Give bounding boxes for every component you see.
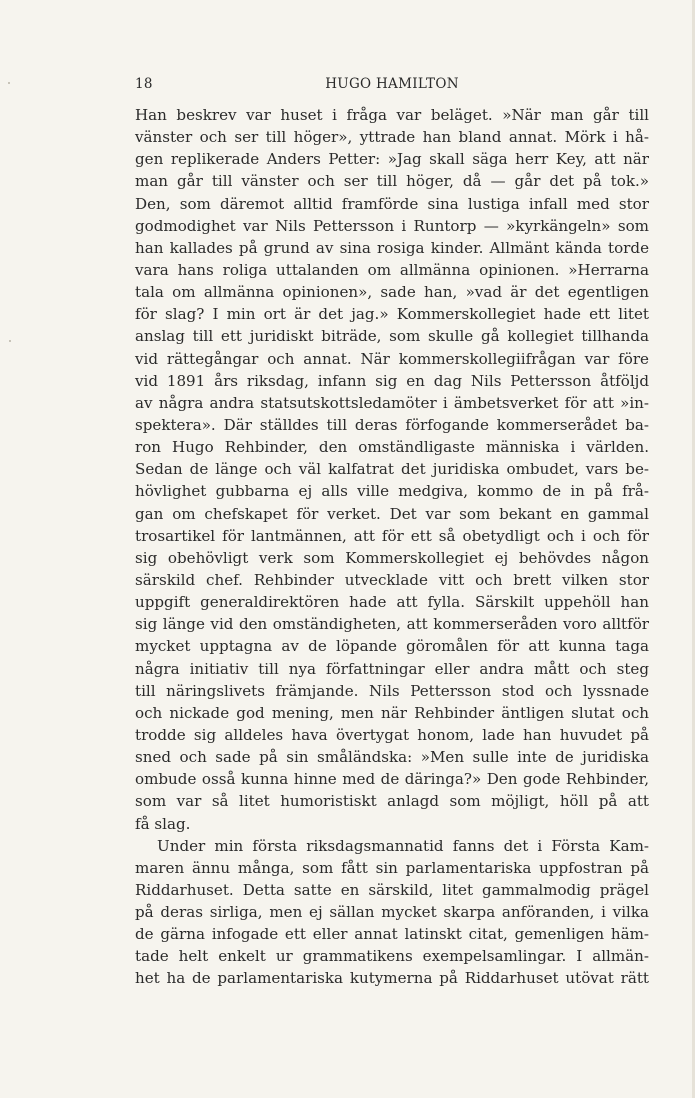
text-line: som var så litet humoristiskt anlagd som möjligt, höll på att	[135, 792, 649, 811]
text-line: gen replikerade Anders Petter: »Jag skall säga herr Key, att när	[135, 150, 649, 169]
page-header	[135, 76, 649, 96]
text-line: vid 1891 års riksdag, infann sig en dag Nils Pettersson åtföljd	[135, 371, 649, 390]
text-line: man går till vänster och ser till höger, då — går det på tok.»	[135, 172, 649, 191]
text-line: hövlighet gubbarna ej alls ville medgiva, kommo de in på frå-	[135, 482, 649, 501]
text-line: av några andra statsutskottsledamöter i ämbetsverket för att »in-	[135, 393, 649, 412]
text-line: vara hans roliga uttalanden om allmänna opinionen. »Herrarna	[135, 260, 649, 279]
text-line: till näringslivets främjande. Nils Pettersson stod och lyssnade	[135, 681, 649, 700]
paragraph-end-line: få slag.	[135, 814, 191, 833]
text-line: gan om chefskapet för verket. Det var som bekant en gammal	[135, 504, 649, 523]
running-head: HUGO HAMILTON	[325, 76, 459, 92]
text-line: anslag till ett juridiskt biträde, som skulle gå kollegiet tillhanda	[135, 327, 649, 346]
text-line: ombude osså kunna hinne med de däringa?» Den gode Rehbinder,	[135, 770, 649, 789]
text-line: trosartikel för lantmännen, att för ett så obetydligt och i och för	[135, 526, 649, 545]
text-line: uppgift generaldirektören hade att fylla. Särskilt uppehöll han	[135, 593, 649, 612]
text-line: Riddarhuset. Detta satte en särskild, litet gammalmodig prägel	[135, 880, 649, 899]
text-line: sig länge vid den omständigheten, att kommerseråden voro alltför	[135, 615, 649, 634]
text-line: särskild chef. Rehbinder utvecklade vitt och brett vilken stor	[135, 570, 649, 589]
text-line: sig obehövligt verk som Kommerskollegiet ej behövdes någon	[135, 548, 649, 567]
text-line: godmodighet var Nils Pettersson i Runtorp — »kyrkängeln» som	[135, 216, 649, 235]
text-line: trodde sig alldeles hava övertygat honom, lade han huvudet på	[135, 725, 649, 744]
text-line: spektera». Där ställdes till deras förfogande kommerserådet ba-	[135, 415, 649, 434]
body-text	[135, 104, 649, 990]
text-line: maren ännu många, som fått sin parlamentariska uppfostran på	[135, 858, 649, 877]
text-line: och nickade god mening, men när Rehbinder äntligen slutat och	[135, 703, 649, 722]
paper-speck	[9, 340, 11, 342]
paper-speck	[8, 82, 10, 84]
text-line: för slag? I min ort är det jag.» Kommerskollegiet hade ett litet	[135, 305, 649, 324]
text-line: het ha de parlamentariska kutymerna på Riddarhuset utövat rätt	[135, 969, 649, 988]
text-line: Den, som däremot alltid framförde sina lustiga infall med stor	[135, 194, 649, 213]
text-line: ron Hugo Rehbinder, den omständligaste människa i världen.	[135, 438, 649, 457]
text-line: tala om allmänna opinionen», sade han, »vad är det egentligen	[135, 283, 649, 302]
text-line: sned och sade på sin småländska: »Men sulle inte de juridiska	[135, 748, 649, 767]
text-line: han kallades på grund av sina rosiga kinder. Allmänt kända torde	[135, 238, 649, 257]
paragraph-start-line: Under min första riksdagsmannatid fanns det i Första Kam-	[157, 836, 649, 855]
text-line: mycket upptagna av de löpande göromålen för att kunna taga	[135, 637, 649, 656]
text-line: Han beskrev var huset i fråga var beläget. »När man går till	[135, 106, 649, 124]
page-number: 18	[135, 76, 153, 92]
text-line: Sedan de länge och väl kalfatrat det juridiska ombudet, vars be-	[135, 460, 649, 479]
text-line: några initiativ till nya författningar eller andra mått och steg	[135, 659, 649, 678]
text-line: tade helt enkelt ur grammatikens exempelsamlingar. I allmän-	[135, 947, 649, 966]
text-line: vid rättegångar och annat. När kommerskollegiifrågan var före	[135, 349, 649, 368]
text-line: vänster och ser till höger», yttrade han bland annat. Mörk i hå-	[135, 128, 649, 147]
text-line: på deras sirliga, men ej sällan mycket skarpa anföranden, i vilka	[135, 903, 649, 922]
text-line: de gärna infogade ett eller annat latinskt citat, gemenligen häm-	[135, 925, 649, 944]
